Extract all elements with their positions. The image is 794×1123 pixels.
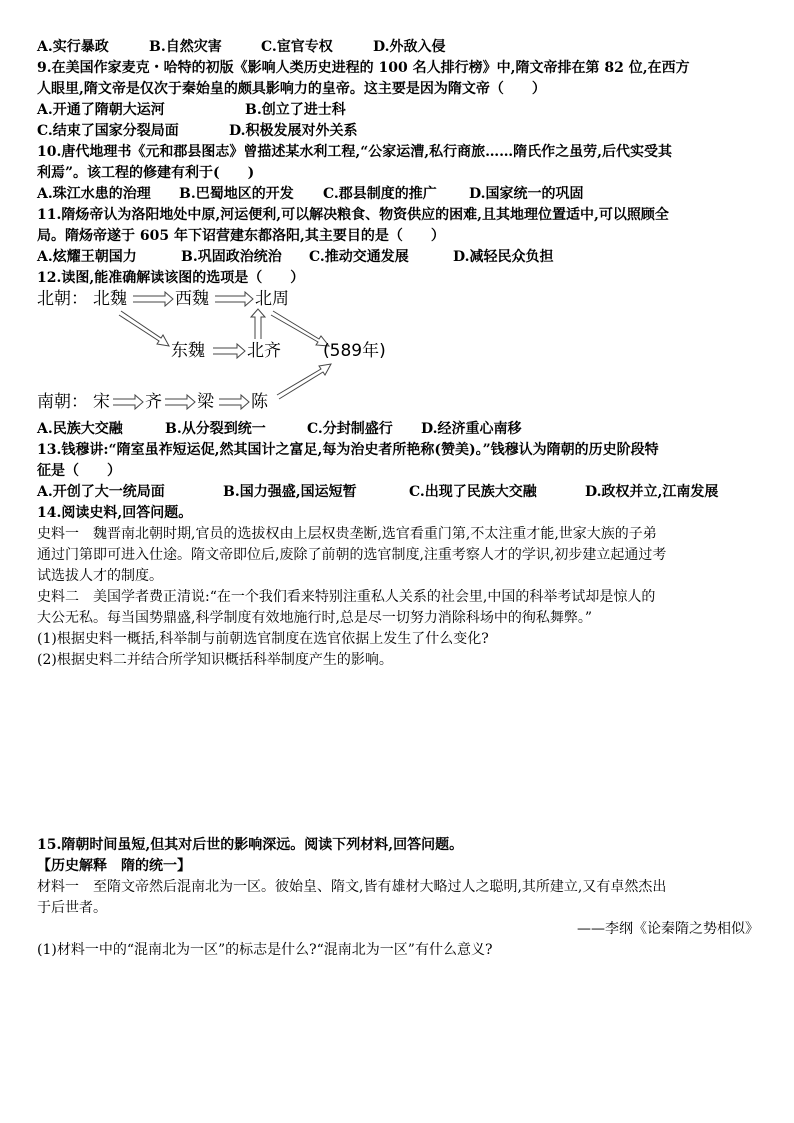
exam-page	[37, 37, 759, 961]
q13-option-d: D.政权并立,江南发展	[585, 484, 719, 500]
q12-stem: 12.读图,能准确解读该图的选项是（ ）	[37, 270, 305, 286]
arrow-beiwei-xiwei	[133, 292, 173, 306]
node-xi-wei: 西魏	[175, 289, 209, 309]
q12-option-a: A.民族大交融	[37, 421, 123, 437]
q13-stem-line2: 征是（ ）	[37, 463, 121, 479]
q12-option-c: C.分封制盛行	[307, 421, 393, 437]
q14-material1-line3: 试选拔人才的制度。	[37, 568, 163, 584]
q13-option-b: B.国力强盛,国运短暂	[223, 484, 357, 500]
q11-stem-line1: 11.隋炀帝认为洛阳地处中原,河运便利,可以解决粮食、物资供应的困难,且其地理位置适中,可以照顾全	[37, 207, 669, 223]
node-song: 宋	[93, 392, 110, 412]
q11-option-d: D.减轻民众负担	[453, 249, 554, 265]
arrow-xiwei-beizhou	[215, 292, 253, 306]
q14-material1-line2: 通过门第即可进入仕途。隋文帝即位后,废除了前朝的选官制度,注重考察人才的学识,初步建立起通过考	[37, 547, 667, 563]
q10-option-b: B.巴蜀地区的开发	[179, 186, 294, 202]
q11-stem-line2: 局。隋炀帝遂于 605 年下诏营建东都洛阳,其主要目的是（ ）	[37, 228, 445, 244]
q14-material1-line1: 史料一 魏晋南北朝时期,官员的选拔权由上层权贵垄断,选官看重门第,不太注重才能,世家大族的子弟	[37, 526, 657, 542]
q10-option-a: A.珠江水患的治理	[37, 186, 151, 202]
q13-option-a: A.开创了大一统局面	[37, 484, 165, 500]
node-liang: 梁	[197, 392, 214, 412]
q12-options	[37, 419, 759, 440]
q15-stem: 15.隋朝时间虽短,但其对后世的影响深远。阅读下列材料,回答问题。	[37, 837, 464, 853]
q9-options-row1	[37, 100, 759, 121]
q12-option-b: B.从分裂到统一	[165, 421, 266, 437]
q15-section-heading: 【历史解释 隋的统一】	[37, 858, 191, 874]
q10-option-d: D.国家统一的巩固	[469, 186, 584, 202]
q10-stem-line2: 利焉”。该工程的修建有利于( )	[37, 165, 255, 181]
q15-subquestion-1: (1)材料一中的“混南北为一区”的标志是什么?“混南北为一区”有什么意义?	[37, 942, 493, 958]
arrow-chen-589	[277, 364, 331, 399]
q15-material1-line1: 材料一 至隋文帝然后混南北为一区。彼始皇、隋文,皆有雄材大略过人之聪明,其所建立,又有卓然杰出	[37, 879, 667, 895]
node-dong-wei: 东魏	[171, 341, 205, 361]
q9-option-c: C.结束了国家分裂局面	[37, 123, 179, 139]
q14-subquestion-2: (2)根据史料二并结合所学知识概括科举制度产生的影响。	[37, 652, 393, 668]
q8-options	[37, 37, 759, 58]
q11-option-b: B.巩固政治统治	[181, 249, 282, 265]
q11-option-a: A.炫耀王朝国力	[37, 249, 137, 265]
arrow-beiqi-beizhou	[251, 309, 265, 339]
arrow-liang-chen	[219, 395, 249, 409]
q11-options	[37, 247, 759, 268]
q14-stem: 14.阅读史料,回答问题。	[37, 505, 193, 521]
arrow-qi-liang	[165, 395, 195, 409]
q9-option-b: B.创立了进士科	[245, 102, 346, 118]
q11-option-c: C.推动交通发展	[309, 249, 409, 265]
q10-option-c: C.郡县制度的推广	[323, 186, 437, 202]
north-dynasties-label: 北朝：	[37, 289, 88, 309]
q8-option-c: C.宦官专权	[261, 39, 333, 55]
q8-option-d: D.外敌入侵	[373, 39, 446, 55]
q12-option-d: D.经济重心南移	[421, 421, 522, 437]
arrow-beiwei-dongwei	[119, 311, 169, 346]
node-bei-zhou: 北周	[255, 289, 289, 309]
answer-space	[37, 671, 759, 835]
q9-options-row2	[37, 121, 759, 142]
node-qi: 齐	[145, 392, 162, 412]
q8-option-b: B.自然灾害	[149, 39, 222, 55]
arrow-dongwei-beiqi	[213, 344, 245, 358]
q8-option-a: A.实行暴政	[37, 39, 109, 55]
q13-stem-line1: 13.钱穆讲:“隋室虽祚短运促,然其国计之富足,每为治史者所艳称(赞美)。”钱穆认为隋朝的历史阶段特	[37, 442, 659, 458]
south-dynasties-label: 南朝：	[37, 392, 88, 412]
q9-stem-line1: 9.在美国作家麦克・哈特的初版《影响人类历史进程的 100 名人排行榜》中,隋文帝排在第 82 位,在西方	[37, 60, 690, 76]
q14-material2-line2: 大公无私。每当国势鼎盛,科学制度有效地施行时,总是尽一切努力消除科场中的徇私舞弊。”	[37, 610, 593, 626]
q9-stem-line2: 人眼里,隋文帝是仅次于秦始皇的颇具影响力的皇帝。这主要是因为隋文帝（ ）	[37, 81, 546, 97]
q14-subquestion-1: (1)根据史料一概括,科举制与前朝选官制度在选官依据上发生了什么变化?	[37, 631, 489, 647]
node-bei-qi: 北齐	[247, 341, 281, 361]
q10-stem-line1: 10.唐代地理书《元和郡县图志》曾描述某水利工程,“公家运漕,私行商旅……隋氏作之虽劳,后代实受其	[37, 144, 673, 160]
node-bei-wei: 北魏	[93, 289, 127, 309]
q10-options	[37, 184, 759, 205]
q13-options	[37, 482, 759, 503]
q15-material1-line2: 于后世者。	[37, 900, 107, 916]
node-chen: 陈	[251, 392, 268, 412]
dynasty-diagram	[37, 291, 759, 415]
q15-material1-source: ——李纲《论秦隋之势相似》	[577, 921, 759, 937]
q9-option-a: A.开通了隋朝大运河	[37, 102, 165, 118]
q14-material2-line1: 史料二 美国学者费正清说:“在一个我们看来特别注重私人关系的社会里,中国的科举考试却是惊人的	[37, 589, 656, 605]
q9-option-d: D.积极发展对外关系	[229, 123, 358, 139]
node-year-589: (589年)	[323, 341, 386, 361]
arrow-song-qi	[113, 395, 143, 409]
q13-option-c: C.出现了民族大交融	[409, 484, 537, 500]
